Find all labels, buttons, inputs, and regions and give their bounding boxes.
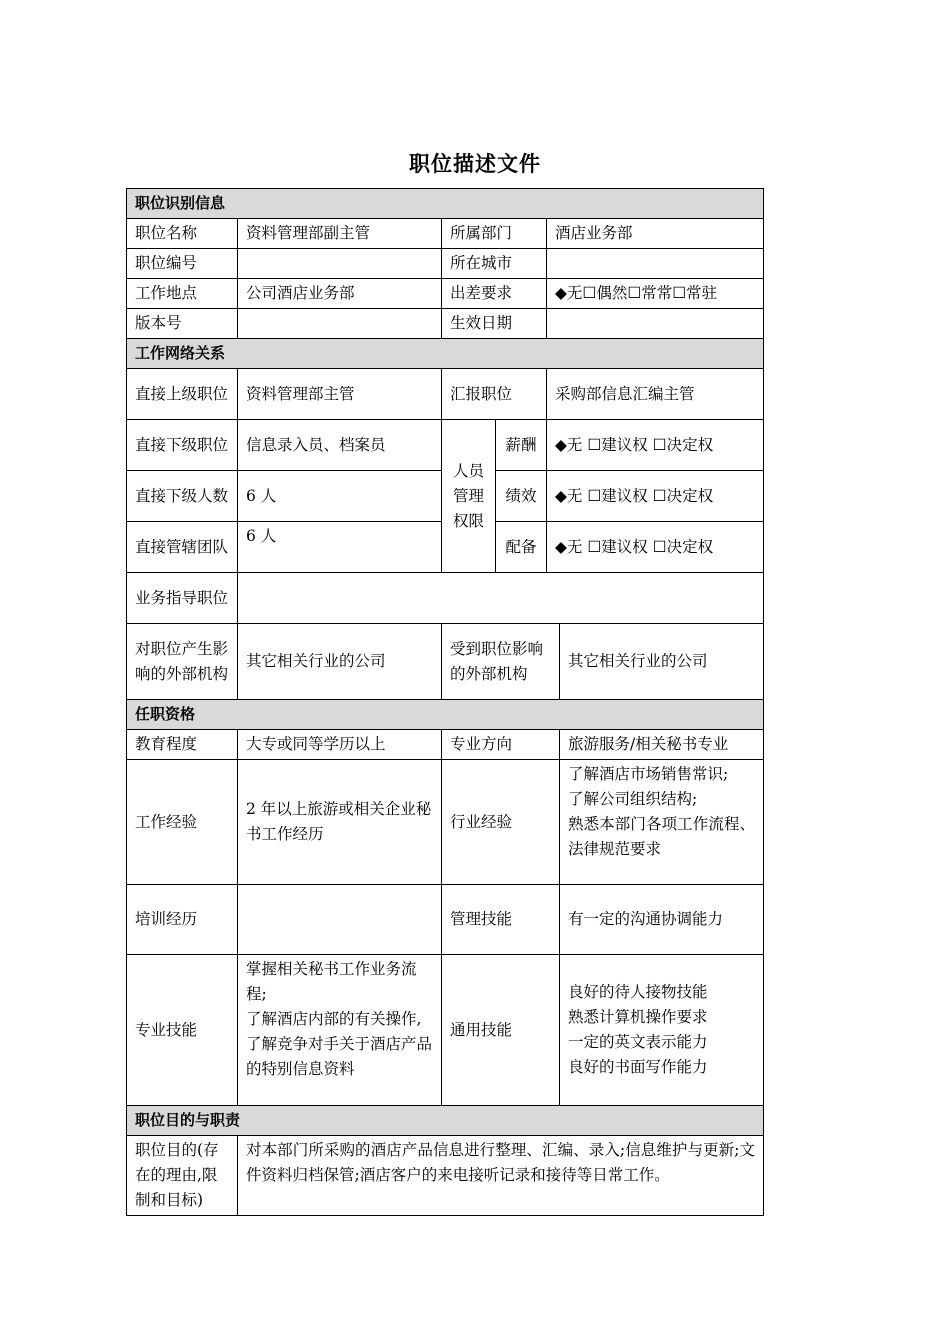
education-label: 教育程度 bbox=[127, 730, 238, 760]
report-label: 汇报职位 bbox=[442, 369, 547, 420]
pro-skill-label: 专业技能 bbox=[127, 955, 238, 1106]
education: 大专或同等学历以上 bbox=[238, 730, 442, 760]
travel-label: 出差要求 bbox=[442, 279, 547, 309]
industry-exp-label: 行业经验 bbox=[442, 760, 560, 885]
major-label: 专业方向 bbox=[442, 730, 560, 760]
team-label: 直接管辖团队 bbox=[127, 522, 238, 573]
section-identification: 职位识别信息 bbox=[127, 189, 764, 219]
mgmt-skill-label: 管理技能 bbox=[442, 885, 560, 955]
version-label: 版本号 bbox=[127, 309, 238, 339]
department: 酒店业务部 bbox=[547, 219, 764, 249]
superior-label: 直接上级职位 bbox=[127, 369, 238, 420]
major: 旅游服务/相关秘书专业 bbox=[560, 730, 764, 760]
industry-exp: 了解酒店市场销售常识; 了解公司组织结构; 熟悉本部门各项工作流程、法律规范要求 bbox=[560, 760, 764, 885]
sub-count: 6 人 bbox=[238, 471, 442, 522]
training bbox=[238, 885, 442, 955]
section-qualification: 任职资格 bbox=[127, 700, 764, 730]
location-label: 工作地点 bbox=[127, 279, 238, 309]
staffing-value: ◆无 ☐建议权 ☐决定权 bbox=[547, 522, 764, 573]
hr-authority-label: 人员管理权限 bbox=[442, 420, 496, 573]
affected-external: 其它相关行业的公司 bbox=[560, 624, 764, 700]
general-skill: 良好的待人接物技能 熟悉计算机操作要求 一定的英文表示能力 良好的书面写作能力 bbox=[560, 955, 764, 1106]
city bbox=[547, 249, 764, 279]
purpose-label: 职位目的(存在的理由,限制和目标) bbox=[127, 1136, 238, 1216]
effective-date bbox=[547, 309, 764, 339]
version bbox=[238, 309, 442, 339]
superior: 资料管理部主管 bbox=[238, 369, 442, 420]
job-description-table bbox=[126, 188, 764, 1216]
affected-external-label: 受到职位影响的外部机构 bbox=[442, 624, 560, 700]
salary-value: ◆无 ☐建议权 ☐决定权 bbox=[547, 420, 764, 471]
sub-count-label: 直接下级人数 bbox=[127, 471, 238, 522]
general-skill-label: 通用技能 bbox=[442, 955, 560, 1106]
guidance-label: 业务指导职位 bbox=[127, 573, 238, 624]
city-label: 所在城市 bbox=[442, 249, 547, 279]
position-code bbox=[238, 249, 442, 279]
effective-date-label: 生效日期 bbox=[442, 309, 547, 339]
pro-skill: 掌握相关秘书工作业务流程; 了解酒店内部的有关操作, 了解竞争对手关于酒店产品的特别信息资料 bbox=[238, 955, 442, 1106]
subordinate-label: 直接下级职位 bbox=[127, 420, 238, 471]
section-purpose: 职位目的与职责 bbox=[127, 1106, 764, 1136]
work-exp-label: 工作经验 bbox=[127, 760, 238, 885]
work-exp: 2 年以上旅游或相关企业秘书工作经历 bbox=[238, 760, 442, 885]
section-network: 工作网络关系 bbox=[127, 339, 764, 369]
affect-external: 其它相关行业的公司 bbox=[238, 624, 442, 700]
position-code-label: 职位编号 bbox=[127, 249, 238, 279]
position-name: 资料管理部副主管 bbox=[238, 219, 442, 249]
travel-value: ◆无☐偶然☐常常☐常驻 bbox=[547, 279, 764, 309]
subordinate: 信息录入员、档案员 bbox=[238, 420, 442, 471]
department-label: 所属部门 bbox=[442, 219, 547, 249]
training-label: 培训经历 bbox=[127, 885, 238, 955]
performance-value: ◆无 ☐建议权 ☐决定权 bbox=[547, 471, 764, 522]
position-name-label: 职位名称 bbox=[127, 219, 238, 249]
purpose-text: 对本部门所采购的酒店产品信息进行整理、汇编、录入;信息维护与更新;文件资料归档保管;酒店客户的来电接听记录和接待等日常工作。 bbox=[238, 1136, 764, 1216]
affect-external-label: 对职位产生影响的外部机构 bbox=[127, 624, 238, 700]
report: 采购部信息汇编主管 bbox=[547, 369, 764, 420]
salary-label: 薪酬 bbox=[496, 420, 547, 471]
team: 6 人 bbox=[238, 522, 442, 573]
staffing-label: 配备 bbox=[496, 522, 547, 573]
performance-label: 绩效 bbox=[496, 471, 547, 522]
guidance bbox=[238, 573, 764, 624]
location: 公司酒店业务部 bbox=[238, 279, 442, 309]
mgmt-skill: 有一定的沟通协调能力 bbox=[560, 885, 764, 955]
page-title: 职位描述文件 bbox=[409, 152, 541, 176]
